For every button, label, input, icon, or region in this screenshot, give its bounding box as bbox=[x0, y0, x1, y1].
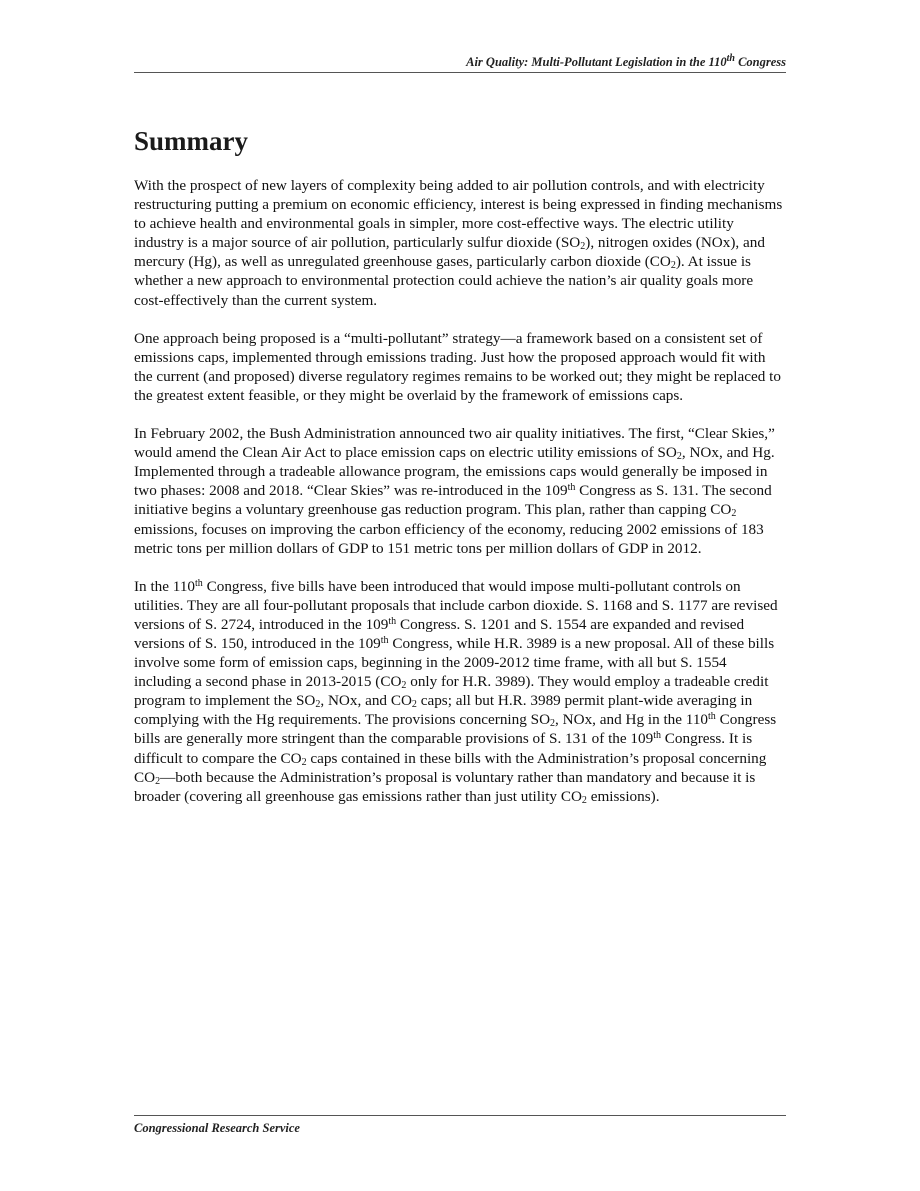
summary-paragraph-1 bbox=[134, 176, 786, 310]
page-title: Summary bbox=[134, 126, 248, 156]
paragraph-text: caps; all but H.R. 3989 permit plant-wide averaging in complying with the Hg requirements. The provisions concerning SO bbox=[134, 692, 753, 729]
paragraph-text: emissions, focuses on improving the carbon efficiency of the economy, reducing 2002 emissions of 183 metric tons per million dollars of GDP to 151 metric tons per million dollars of GDP in 2012. bbox=[134, 520, 764, 557]
paragraph-text: —both because the Administration’s proposal is voluntary rather than mandatory and because it is broader (covering all greenhouse gas emissions rather than just utility CO bbox=[134, 768, 756, 805]
summary-paragraph-2 bbox=[134, 329, 786, 405]
paragraph-text: Congress, while H.R. 3989 is a new proposal. All of these bills involve some form of emission caps, beginning in the 2009-2012 time frame, with all but S. 1554 including a second phase in 2013-2015 (CO bbox=[134, 634, 775, 691]
summary-paragraph-3 bbox=[134, 424, 786, 558]
paragraph-text: One approach being proposed is a “multi-pollutant” strategy—a framework based on a consistent set of emissions caps, implemented through emissions trading. Just how the proposed approach would fit with the current (and proposed) diverse regulatory regimes remains to be worked out; they might be replaced to the greatest extent feasible, or they might be overlaid by the framework of emissions caps. bbox=[134, 329, 781, 404]
paragraph-text: ). At issue is whether a new approach to environmental protection could achieve the nation’s air quality goals more cost-effectively than the current system. bbox=[134, 253, 754, 309]
subscript: 2 bbox=[581, 794, 587, 806]
paragraph-text: Congress. S. 1201 and S. 1554 are expanded and revised versions of S. 150, introduced in the 109 bbox=[134, 615, 745, 652]
paragraph-text: Congress. It is difficult to compare the CO bbox=[134, 730, 753, 767]
running-footer: Congressional Research Service bbox=[134, 1121, 300, 1135]
superscript: th bbox=[653, 730, 661, 742]
subscript: 2 bbox=[670, 260, 676, 272]
superscript: th bbox=[567, 482, 576, 494]
subscript: 2 bbox=[301, 756, 307, 768]
running-header-superscript: th bbox=[726, 53, 735, 64]
paragraph-text: emissions). bbox=[586, 787, 660, 805]
subscript: 2 bbox=[676, 451, 682, 463]
subscript: 2 bbox=[411, 699, 417, 711]
running-header-text: Air Quality: Multi-Pollutant Legislation in the 110 bbox=[466, 55, 727, 69]
running-header bbox=[134, 54, 786, 70]
summary-paragraph-4 bbox=[134, 577, 786, 806]
paragraph-text: In the 110 bbox=[134, 577, 196, 595]
paragraph-text: Congress bills are generally more stringent than the comparable provisions of S. 131 of the 109 bbox=[134, 711, 777, 748]
subscript: 2 bbox=[401, 680, 407, 692]
superscript: th bbox=[708, 711, 716, 723]
summary-body bbox=[134, 176, 786, 825]
superscript: th bbox=[195, 577, 203, 589]
subscript: 2 bbox=[731, 508, 737, 520]
paragraph-text: ), nitrogen oxides (NOx), and mercury (Hg), as well as unregulated greenhouse gases, particularly carbon dioxide (CO bbox=[134, 234, 765, 271]
superscript: th bbox=[388, 615, 397, 627]
superscript: th bbox=[380, 634, 389, 646]
paragraph-text: caps contained in these bills with the Administration’s proposal concerning CO bbox=[134, 749, 767, 786]
subscript: 2 bbox=[155, 775, 161, 787]
running-header-text-end: Congress bbox=[734, 55, 786, 69]
paragraph-text: In February 2002, the Bush Administration announced two air quality initiatives. The first, “Clear Skies,” would amend the Clean Air Act to place emission caps on electric utility emissions of SO bbox=[134, 425, 775, 462]
subscript: 2 bbox=[580, 241, 586, 253]
subscript: 2 bbox=[550, 718, 556, 730]
subscript: 2 bbox=[315, 699, 321, 711]
paragraph-text: , NOx, and Hg in the 110 bbox=[555, 711, 709, 729]
paragraph-text: , NOx, and Hg. Implemented through a tradeable allowance program, the emissions caps would generally be imposed in two phases: 2008 and 2018. “Clear Skies” was re-introduced in the 109 bbox=[134, 444, 775, 500]
header-divider bbox=[134, 72, 786, 73]
paragraph-text: , NOx, and CO bbox=[320, 692, 412, 710]
footer-divider bbox=[134, 1115, 786, 1116]
paragraph-text: only for H.R. 3989). They would employ a tradeable credit program to implement the SO bbox=[134, 673, 769, 710]
paragraph-text: With the prospect of new layers of complexity being added to air pollution controls, and with electricity restructuring putting a premium on economic efficiency, interest is being expressed in finding mechanisms to achieve health and environmental goals in simpler, more cost-effective ways. The electric utility industry is a major source of air pollution, particularly sulfur dioxide (SO bbox=[134, 177, 783, 252]
paragraph-text: Congress, five bills have been introduced that would impose multi-pollutant controls on utilities. They are all four-pollutant proposals that include carbon dioxide. S. 1168 and S. 1177 are revised versions of S. 2724, introduced in the 109 bbox=[134, 577, 778, 633]
paragraph-text: Congress as S. 131. The second initiative begins a voluntary greenhouse gas reduction program. This plan, rather than capping CO bbox=[134, 482, 772, 519]
